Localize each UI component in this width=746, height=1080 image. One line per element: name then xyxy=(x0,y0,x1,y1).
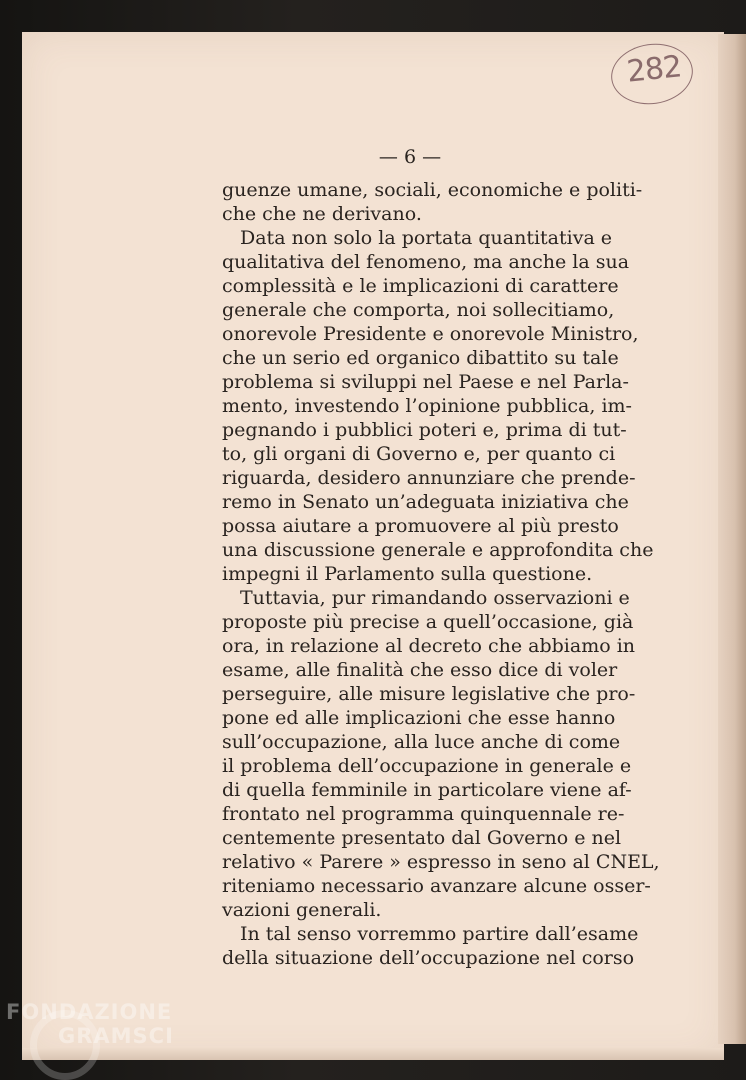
text-line: In tal senso vorremmo partire dall’esame xyxy=(240,923,639,945)
text-line: onorevole Presidente e onorevole Ministro, xyxy=(222,323,639,345)
text-line: proposte più precise a quell’occasione, già xyxy=(222,611,634,633)
text-line: to, gli organi di Governo e, per quanto ci xyxy=(222,443,616,465)
text-line: della situazione dell’occupazione nel corso xyxy=(222,947,635,969)
page-bottom-edge xyxy=(22,1048,724,1060)
text-line: ora, in relazione al decreto che abbiamo in xyxy=(222,635,636,657)
text-line: perseguire, alle misure legislative che pro- xyxy=(222,683,636,705)
text-line: problema si sviluppi nel Paese e nel Parla- xyxy=(222,371,629,393)
text-line: mento, investendo l’opinione pubblica, im- xyxy=(222,395,632,417)
text-line: generale che comporta, noi sollecitiamo, xyxy=(222,299,615,321)
text-line: remo in Senato un’adeguata iniziativa che xyxy=(222,491,629,513)
watermark xyxy=(6,1000,174,1048)
watermark-line-1: FONDAZIONE xyxy=(6,1000,173,1024)
text-line: qualitativa del fenomeno, ma anche la sua xyxy=(222,251,630,273)
text-line: Data non solo la portata quantitativa e xyxy=(240,227,613,249)
text-line: riteniamo necessario avanzare alcune osser- xyxy=(222,875,651,897)
text-line: complessità e le implicazioni di carattere xyxy=(222,275,619,297)
text-line: che un serio ed organico dibattito su tale xyxy=(222,347,619,369)
text-line: centemente presentato dal Governo e nel xyxy=(222,827,622,849)
text-line: il problema dell’occupazione in generale e xyxy=(222,755,632,777)
text-line: sull’occupazione, alla luce anche di come xyxy=(222,731,621,753)
text-line: esame, alle finalità che esso dice di voler xyxy=(222,659,618,681)
watermark-line-2: GRAMSCI xyxy=(58,1024,174,1048)
text-line: relativo « Parere » espresso in seno al CNEL, xyxy=(222,851,660,873)
text-line: pegnando i pubblici poteri e, prima di tut- xyxy=(222,419,627,441)
text-line: che che ne derivano. xyxy=(222,203,422,225)
page-number: — 6 — xyxy=(378,146,442,168)
text-line: Tuttavia, pur rimandando osservazioni e xyxy=(240,587,630,609)
text-line: guenze umane, sociali, economiche e politi- xyxy=(222,179,643,201)
text-line: possa aiutare a promuovere al più presto xyxy=(222,515,619,537)
page-edge xyxy=(718,34,746,1044)
text-line: di quella femminile in particolare viene af- xyxy=(222,779,632,801)
text-line: pone ed alle implicazioni che esse hanno xyxy=(222,707,616,729)
handwritten-annotation: 282 xyxy=(625,49,683,90)
text-line: riguarda, desidero annunziare che prende- xyxy=(222,467,636,489)
text-line: impegni il Parlamento sulla questione. xyxy=(222,563,593,585)
text-line: frontato nel programma quinquennale re- xyxy=(222,803,625,825)
text-line: una discussione generale e approfondita che xyxy=(222,539,654,561)
text-line: vazioni generali. xyxy=(222,899,382,921)
